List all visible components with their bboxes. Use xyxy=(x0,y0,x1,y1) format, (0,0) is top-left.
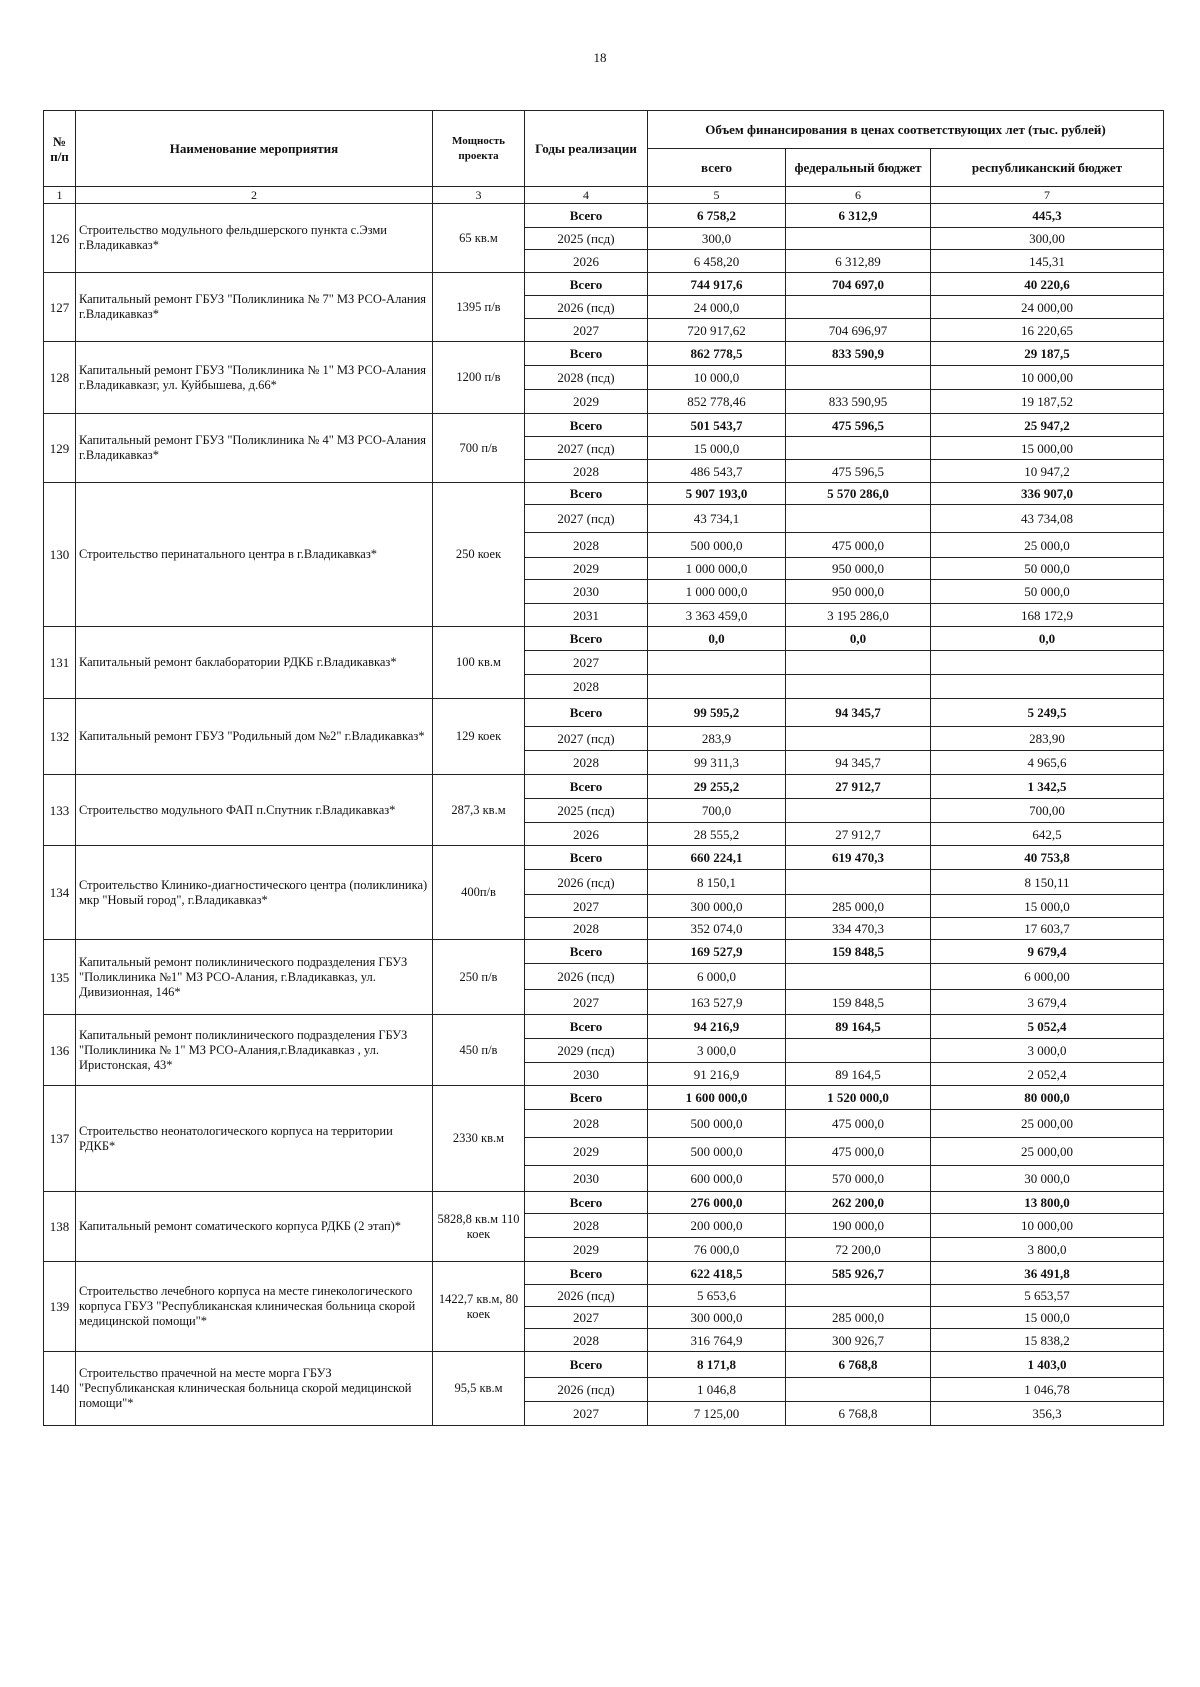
federal-cell: 94 345,7 xyxy=(786,751,931,775)
federal-cell: 6 312,89 xyxy=(786,250,931,273)
total-cell: 5 907 193,0 xyxy=(648,483,786,505)
total-cell: 8 150,1 xyxy=(648,870,786,895)
year-cell: 2026 xyxy=(525,823,648,846)
project-number: 128 xyxy=(44,342,76,414)
project-name: Капитальный ремонт баклаборатории РДКБ г.Владикавказ* xyxy=(76,627,433,699)
year-cell: 2027 (псд) xyxy=(525,437,648,460)
republic-cell: 9 679,4 xyxy=(931,940,1164,964)
total-cell: 200 000,0 xyxy=(648,1214,786,1238)
total-cell: 500 000,0 xyxy=(648,1138,786,1166)
column-number: 6 xyxy=(786,187,931,204)
year-cell: 2027 xyxy=(525,651,648,675)
year-cell: 2028 (псд) xyxy=(525,366,648,390)
year-cell: 2030 xyxy=(525,1063,648,1086)
table-row xyxy=(44,846,1164,870)
column-number: 7 xyxy=(931,187,1164,204)
republic-cell: 5 249,5 xyxy=(931,699,1164,727)
republic-cell: 700,00 xyxy=(931,799,1164,823)
federal-cell xyxy=(786,651,931,675)
federal-cell: 159 848,5 xyxy=(786,940,931,964)
project-number: 131 xyxy=(44,627,76,699)
header-funding: Объем финансирования в ценах соответствующих лет (тыс. рублей) xyxy=(648,111,1164,149)
table-row xyxy=(44,699,1164,727)
republic-cell: 15 000,00 xyxy=(931,437,1164,460)
year-cell: 2027 xyxy=(525,319,648,342)
total-cell: 29 255,2 xyxy=(648,775,786,799)
total-cell: 862 778,5 xyxy=(648,342,786,366)
project-name: Капитальный ремонт поликлинического подразделения ГБУЗ "Поликлиника № 1" МЗ РСО-Алания,г.Владикавказ , ул. Иристонская, 43* xyxy=(76,1015,433,1086)
federal-cell: 6 768,8 xyxy=(786,1352,931,1378)
year-cell: Всего xyxy=(525,775,648,799)
federal-cell xyxy=(786,727,931,751)
republic-cell: 15 000,0 xyxy=(931,1307,1164,1329)
federal-cell: 833 590,95 xyxy=(786,390,931,414)
table-row xyxy=(44,1352,1164,1378)
project-capacity: 250 п/в xyxy=(433,940,525,1015)
republic-cell: 10 000,00 xyxy=(931,366,1164,390)
total-cell: 6 458,20 xyxy=(648,250,786,273)
total-cell: 276 000,0 xyxy=(648,1192,786,1214)
republic-cell: 145,31 xyxy=(931,250,1164,273)
year-cell: 2030 xyxy=(525,580,648,604)
year-cell: Всего xyxy=(525,627,648,651)
federal-cell: 475 000,0 xyxy=(786,533,931,558)
year-cell: Всего xyxy=(525,940,648,964)
federal-cell xyxy=(786,1039,931,1063)
year-cell: Всего xyxy=(525,1352,648,1378)
project-number: 135 xyxy=(44,940,76,1015)
republic-cell: 5 653,57 xyxy=(931,1285,1164,1307)
federal-cell: 262 200,0 xyxy=(786,1192,931,1214)
total-cell: 0,0 xyxy=(648,627,786,651)
year-cell: 2029 xyxy=(525,1138,648,1166)
year-cell: Всего xyxy=(525,414,648,437)
year-cell: 2029 xyxy=(525,390,648,414)
total-cell: 1 000 000,0 xyxy=(648,558,786,580)
republic-cell: 19 187,52 xyxy=(931,390,1164,414)
year-cell: 2026 (псд) xyxy=(525,1378,648,1402)
republic-cell: 25 000,00 xyxy=(931,1110,1164,1138)
republic-cell: 356,3 xyxy=(931,1402,1164,1426)
total-cell: 500 000,0 xyxy=(648,533,786,558)
federal-cell: 0,0 xyxy=(786,627,931,651)
project-number: 134 xyxy=(44,846,76,940)
total-cell: 600 000,0 xyxy=(648,1166,786,1192)
project-name: Капитальный ремонт ГБУЗ "Поликлиника № 1" МЗ РСО-Алания г.Владикавказг, ул. Куйбышева, д.66* xyxy=(76,342,433,414)
project-number: 139 xyxy=(44,1262,76,1352)
federal-cell: 300 926,7 xyxy=(786,1329,931,1352)
financing-table xyxy=(43,110,1164,1426)
total-cell: 486 543,7 xyxy=(648,460,786,483)
project-name: Капитальный ремонт поликлинического подразделения ГБУЗ "Поликлиника №1" МЗ РСО-Алания, г.Владикавказ, ул. Дивизионная, 146* xyxy=(76,940,433,1015)
republic-cell: 50 000,0 xyxy=(931,558,1164,580)
column-number: 5 xyxy=(648,187,786,204)
federal-cell: 72 200,0 xyxy=(786,1238,931,1262)
year-cell: Всего xyxy=(525,1015,648,1039)
federal-cell xyxy=(786,1285,931,1307)
republic-cell xyxy=(931,651,1164,675)
total-cell: 76 000,0 xyxy=(648,1238,786,1262)
total-cell: 28 555,2 xyxy=(648,823,786,846)
year-cell: 2027 xyxy=(525,990,648,1015)
republic-cell: 43 734,08 xyxy=(931,505,1164,533)
total-cell: 94 216,9 xyxy=(648,1015,786,1039)
total-cell: 744 917,6 xyxy=(648,273,786,296)
year-cell: Всего xyxy=(525,699,648,727)
republic-cell: 10 947,2 xyxy=(931,460,1164,483)
federal-cell: 833 590,9 xyxy=(786,342,931,366)
federal-cell: 94 345,7 xyxy=(786,699,931,727)
year-cell: 2030 xyxy=(525,1166,648,1192)
column-number: 1 xyxy=(44,187,76,204)
table-row xyxy=(44,342,1164,366)
total-cell xyxy=(648,675,786,699)
total-cell: 316 764,9 xyxy=(648,1329,786,1352)
year-cell: 2025 (псд) xyxy=(525,799,648,823)
federal-cell: 334 470,3 xyxy=(786,918,931,940)
project-capacity: 400п/в xyxy=(433,846,525,940)
column-number: 2 xyxy=(76,187,433,204)
header-num: № п/п xyxy=(44,111,76,187)
project-name: Капитальный ремонт ГБУЗ "Поликлиника № 4" МЗ РСО-Алания г.Владикавказ* xyxy=(76,414,433,483)
federal-cell: 27 912,7 xyxy=(786,775,931,799)
table-row xyxy=(44,1015,1164,1039)
year-cell: Всего xyxy=(525,204,648,228)
republic-cell: 25 947,2 xyxy=(931,414,1164,437)
project-capacity: 1200 п/в xyxy=(433,342,525,414)
project-capacity: 700 п/в xyxy=(433,414,525,483)
total-cell: 3 363 459,0 xyxy=(648,604,786,627)
total-cell: 15 000,0 xyxy=(648,437,786,460)
republic-cell: 15 838,2 xyxy=(931,1329,1164,1352)
year-cell: 2028 xyxy=(525,918,648,940)
total-cell: 720 917,62 xyxy=(648,319,786,342)
project-capacity: 95,5 кв.м xyxy=(433,1352,525,1426)
total-cell: 300 000,0 xyxy=(648,895,786,918)
republic-cell: 4 965,6 xyxy=(931,751,1164,775)
republic-cell: 1 403,0 xyxy=(931,1352,1164,1378)
page-number: 18 xyxy=(593,50,607,65)
header-capacity: Мощность проекта xyxy=(433,111,525,187)
republic-cell: 40 220,6 xyxy=(931,273,1164,296)
year-cell: 2027 (псд) xyxy=(525,727,648,751)
year-cell: 2028 xyxy=(525,675,648,699)
republic-cell: 3 800,0 xyxy=(931,1238,1164,1262)
federal-cell: 1 520 000,0 xyxy=(786,1086,931,1110)
table-row xyxy=(44,204,1164,228)
total-cell: 300 000,0 xyxy=(648,1307,786,1329)
federal-cell: 6 312,9 xyxy=(786,204,931,228)
federal-cell: 704 697,0 xyxy=(786,273,931,296)
federal-cell xyxy=(786,366,931,390)
project-number: 129 xyxy=(44,414,76,483)
federal-cell: 619 470,3 xyxy=(786,846,931,870)
project-name: Строительство лечебного корпуса на месте гинекологического корпуса ГБУЗ "Республиканская клиническая больница скорой медицинской помощи"* xyxy=(76,1262,433,1352)
total-cell: 6 000,0 xyxy=(648,964,786,990)
year-cell: 2028 xyxy=(525,533,648,558)
federal-cell: 89 164,5 xyxy=(786,1015,931,1039)
column-number: 3 xyxy=(433,187,525,204)
year-cell: 2026 (псд) xyxy=(525,870,648,895)
project-capacity: 2330 кв.м xyxy=(433,1086,525,1192)
federal-cell: 704 696,97 xyxy=(786,319,931,342)
republic-cell: 6 000,00 xyxy=(931,964,1164,990)
table-row xyxy=(44,273,1164,296)
year-cell: Всего xyxy=(525,1192,648,1214)
total-cell: 283,9 xyxy=(648,727,786,751)
project-name: Строительство модульного ФАП п.Спутник г.Владикавказ* xyxy=(76,775,433,846)
total-cell: 99 595,2 xyxy=(648,699,786,727)
total-cell: 1 600 000,0 xyxy=(648,1086,786,1110)
total-cell xyxy=(648,651,786,675)
project-number: 130 xyxy=(44,483,76,627)
year-cell: Всего xyxy=(525,846,648,870)
project-name: Строительство перинатального центра в г.Владикавказ* xyxy=(76,483,433,627)
year-cell: 2026 xyxy=(525,250,648,273)
republic-cell: 445,3 xyxy=(931,204,1164,228)
total-cell: 501 543,7 xyxy=(648,414,786,437)
year-cell: Всего xyxy=(525,483,648,505)
republic-cell: 3 000,0 xyxy=(931,1039,1164,1063)
header-republic: республиканский бюджет xyxy=(931,149,1164,187)
project-name: Строительство неонатологического корпуса на территории РДКБ* xyxy=(76,1086,433,1192)
project-number: 138 xyxy=(44,1192,76,1262)
year-cell: 2029 (псд) xyxy=(525,1039,648,1063)
total-cell: 3 000,0 xyxy=(648,1039,786,1063)
year-cell: 2029 xyxy=(525,1238,648,1262)
table-row xyxy=(44,1192,1164,1214)
total-cell: 10 000,0 xyxy=(648,366,786,390)
year-cell: 2026 (псд) xyxy=(525,296,648,319)
republic-cell: 283,90 xyxy=(931,727,1164,751)
federal-cell xyxy=(786,964,931,990)
table-row xyxy=(44,1086,1164,1110)
year-cell: Всего xyxy=(525,273,648,296)
year-cell: 2031 xyxy=(525,604,648,627)
republic-cell: 300,00 xyxy=(931,228,1164,250)
republic-cell: 25 000,0 xyxy=(931,533,1164,558)
project-name: Капитальный ремонт ГБУЗ "Родильный дом №2" г.Владикавказ* xyxy=(76,699,433,775)
federal-cell xyxy=(786,228,931,250)
header-name: Наименование мероприятия xyxy=(76,111,433,187)
table-row xyxy=(44,414,1164,437)
total-cell: 5 653,6 xyxy=(648,1285,786,1307)
total-cell: 300,0 xyxy=(648,228,786,250)
republic-cell: 168 172,9 xyxy=(931,604,1164,627)
federal-cell: 5 570 286,0 xyxy=(786,483,931,505)
table-row xyxy=(44,940,1164,964)
federal-cell xyxy=(786,296,931,319)
table-row xyxy=(44,483,1164,505)
federal-cell: 570 000,0 xyxy=(786,1166,931,1192)
republic-cell: 3 679,4 xyxy=(931,990,1164,1015)
federal-cell: 190 000,0 xyxy=(786,1214,931,1238)
year-cell: 2027 (псд) xyxy=(525,505,648,533)
federal-cell: 585 926,7 xyxy=(786,1262,931,1285)
federal-cell xyxy=(786,675,931,699)
republic-cell: 336 907,0 xyxy=(931,483,1164,505)
year-cell: 2029 xyxy=(525,558,648,580)
header-federal: федеральный бюджет xyxy=(786,149,931,187)
project-name: Капитальный ремонт соматического корпуса РДКБ (2 этап)* xyxy=(76,1192,433,1262)
column-number: 4 xyxy=(525,187,648,204)
federal-cell: 159 848,5 xyxy=(786,990,931,1015)
project-number: 133 xyxy=(44,775,76,846)
project-number: 140 xyxy=(44,1352,76,1426)
year-cell: Всего xyxy=(525,342,648,366)
republic-cell: 642,5 xyxy=(931,823,1164,846)
republic-cell: 0,0 xyxy=(931,627,1164,651)
republic-cell: 2 052,4 xyxy=(931,1063,1164,1086)
project-capacity: 1395 п/в xyxy=(433,273,525,342)
year-cell: 2028 xyxy=(525,1110,648,1138)
project-capacity: 250 коек xyxy=(433,483,525,627)
project-number: 126 xyxy=(44,204,76,273)
year-cell: 2026 (псд) xyxy=(525,1285,648,1307)
project-number: 136 xyxy=(44,1015,76,1086)
republic-cell xyxy=(931,675,1164,699)
project-capacity: 100 кв.м xyxy=(433,627,525,699)
project-name: Капитальный ремонт ГБУЗ "Поликлиника № 7" МЗ РСО-Алания г.Владикавказ* xyxy=(76,273,433,342)
federal-cell: 475 000,0 xyxy=(786,1138,931,1166)
republic-cell: 13 800,0 xyxy=(931,1192,1164,1214)
republic-cell: 30 000,0 xyxy=(931,1166,1164,1192)
federal-cell: 285 000,0 xyxy=(786,895,931,918)
header-years: Годы реализации xyxy=(525,111,648,187)
total-cell: 8 171,8 xyxy=(648,1352,786,1378)
total-cell: 7 125,00 xyxy=(648,1402,786,1426)
year-cell: 2028 xyxy=(525,1214,648,1238)
republic-cell: 24 000,00 xyxy=(931,296,1164,319)
year-cell: 2028 xyxy=(525,460,648,483)
project-capacity: 287,3 кв.м xyxy=(433,775,525,846)
year-cell: Всего xyxy=(525,1086,648,1110)
republic-cell: 1 342,5 xyxy=(931,775,1164,799)
federal-cell: 475 596,5 xyxy=(786,460,931,483)
project-capacity: 5828,8 кв.м 110 коек xyxy=(433,1192,525,1262)
total-cell: 852 778,46 xyxy=(648,390,786,414)
year-cell: 2028 xyxy=(525,1329,648,1352)
total-cell: 24 000,0 xyxy=(648,296,786,319)
total-cell: 163 527,9 xyxy=(648,990,786,1015)
total-cell: 500 000,0 xyxy=(648,1110,786,1138)
total-cell: 91 216,9 xyxy=(648,1063,786,1086)
table-row xyxy=(44,627,1164,651)
total-cell: 1 000 000,0 xyxy=(648,580,786,604)
project-number: 127 xyxy=(44,273,76,342)
total-cell: 1 046,8 xyxy=(648,1378,786,1402)
republic-cell: 10 000,00 xyxy=(931,1214,1164,1238)
republic-cell: 16 220,65 xyxy=(931,319,1164,342)
federal-cell: 475 000,0 xyxy=(786,1110,931,1138)
total-cell: 6 758,2 xyxy=(648,204,786,228)
republic-cell: 29 187,5 xyxy=(931,342,1164,366)
year-cell: 2026 (псд) xyxy=(525,964,648,990)
table-body xyxy=(44,204,1164,1426)
project-capacity: 450 п/в xyxy=(433,1015,525,1086)
republic-cell: 5 052,4 xyxy=(931,1015,1164,1039)
project-number: 132 xyxy=(44,699,76,775)
year-cell: 2027 xyxy=(525,1307,648,1329)
total-cell: 169 527,9 xyxy=(648,940,786,964)
federal-cell: 475 596,5 xyxy=(786,414,931,437)
federal-cell: 6 768,8 xyxy=(786,1402,931,1426)
project-number: 137 xyxy=(44,1086,76,1192)
project-capacity: 1422,7 кв.м, 80 коек xyxy=(433,1262,525,1352)
federal-cell: 27 912,7 xyxy=(786,823,931,846)
total-cell: 352 074,0 xyxy=(648,918,786,940)
project-name: Строительство прачечной на месте морга ГБУЗ "Республиканская клиническая больница скорой медицинской помощи"* xyxy=(76,1352,433,1426)
table-row xyxy=(44,775,1164,799)
republic-cell: 15 000,0 xyxy=(931,895,1164,918)
federal-cell: 3 195 286,0 xyxy=(786,604,931,627)
federal-cell xyxy=(786,505,931,533)
year-cell: Всего xyxy=(525,1262,648,1285)
year-cell: 2027 xyxy=(525,895,648,918)
federal-cell: 285 000,0 xyxy=(786,1307,931,1329)
federal-cell: 89 164,5 xyxy=(786,1063,931,1086)
federal-cell xyxy=(786,1378,931,1402)
year-cell: 2025 (псд) xyxy=(525,228,648,250)
total-cell: 622 418,5 xyxy=(648,1262,786,1285)
federal-cell xyxy=(786,799,931,823)
republic-cell: 17 603,7 xyxy=(931,918,1164,940)
federal-cell xyxy=(786,437,931,460)
republic-cell: 50 000,0 xyxy=(931,580,1164,604)
project-capacity: 65 кв.м xyxy=(433,204,525,273)
total-cell: 700,0 xyxy=(648,799,786,823)
total-cell: 99 311,3 xyxy=(648,751,786,775)
project-name: Строительство модульного фельдшерского пункта с.Эзми г.Владикавказ* xyxy=(76,204,433,273)
project-capacity: 129 коек xyxy=(433,699,525,775)
header-total: всего xyxy=(648,149,786,187)
republic-cell: 25 000,00 xyxy=(931,1138,1164,1166)
project-name: Строительство Клинико-диагностического центра (поликлиника) мкр "Новый город", г.Владикавказ* xyxy=(76,846,433,940)
republic-cell: 1 046,78 xyxy=(931,1378,1164,1402)
year-cell: 2028 xyxy=(525,751,648,775)
total-cell: 43 734,1 xyxy=(648,505,786,533)
federal-cell: 950 000,0 xyxy=(786,580,931,604)
table-row xyxy=(44,1262,1164,1285)
republic-cell: 80 000,0 xyxy=(931,1086,1164,1110)
total-cell: 660 224,1 xyxy=(648,846,786,870)
republic-cell: 40 753,8 xyxy=(931,846,1164,870)
year-cell: 2027 xyxy=(525,1402,648,1426)
federal-cell xyxy=(786,870,931,895)
republic-cell: 8 150,11 xyxy=(931,870,1164,895)
republic-cell: 36 491,8 xyxy=(931,1262,1164,1285)
federal-cell: 950 000,0 xyxy=(786,558,931,580)
